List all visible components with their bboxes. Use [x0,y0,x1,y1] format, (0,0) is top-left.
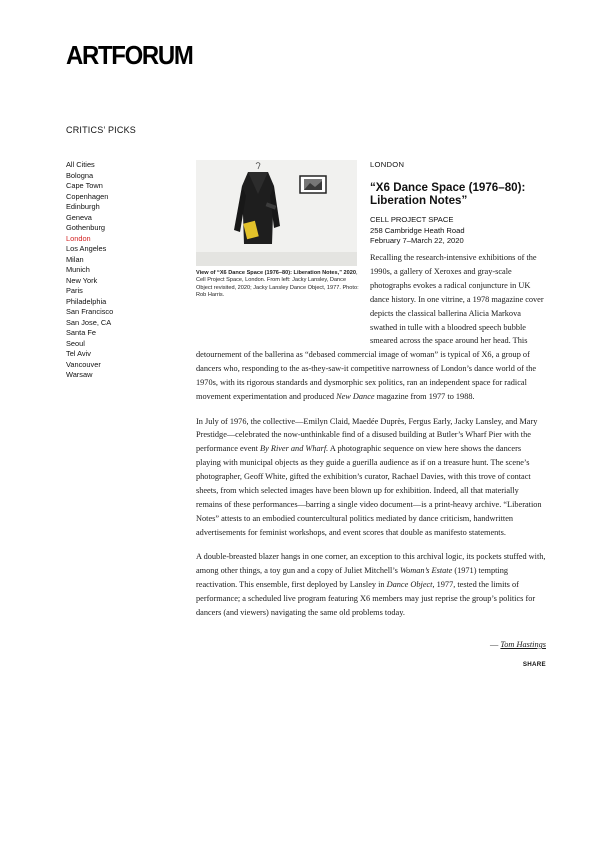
city-link-san-francisco[interactable]: San Francisco [66,307,114,316]
paragraph-3-text: A double-breasted blazer hangs in one corner, an exception to this archival logic, its pockets stuffed with, among other things, a toy gun and a copy of Juliet Mitchell’s [196,552,546,576]
city-link-los-angeles[interactable]: Los Angeles [66,244,107,253]
city-link-bologna[interactable]: Bologna [66,170,94,180]
city-link-cape-town[interactable]: Cape Town [66,181,103,190]
city-link-santa-fe[interactable]: Santa Fe [66,328,96,337]
paragraph-3-text-end: , 1977, tested the limits of performance; a scheduled live program featuring X6 members may just reprise the group’s politics for dancers (and viewers) navigating the same old problems today. [196,580,536,617]
paragraph-2 [196,415,546,540]
city-link-copenhagen[interactable]: Copenhagen [66,191,109,201]
city-kicker[interactable]: LONDON [370,160,405,169]
author-link[interactable]: Tom Hastings [500,640,546,649]
article-body [196,251,546,630]
city-link-san-jose-ca[interactable]: San Jose, CA [66,317,112,327]
venue-name[interactable]: CELL PROJECT SPACE [370,215,454,224]
city-link-gothenburg[interactable]: Gothenburg [66,223,106,232]
city-link-geneva[interactable]: Geneva [66,212,92,222]
book-title: Woman’s Estate [399,566,453,576]
share-button[interactable]: SHARE [522,661,546,668]
magazine-title: New Dance [336,392,375,402]
paragraph-2-text-end: A photographic sequence on view here shows the dancers playing with municipal objects as they guide a guerilla audience as if on a treasure hunt. The scene’s photographer, Geoff White, gifted the exhibition’s curator, Rachael Davies, with this trove of contact sheets, from which selected images have been blown up for exhibition. Indeed, all that materially remains of these performances—barring a single video document—is a print-heavy archive. “Liberation Notes” attests to an embodied countercultural politics mediated by dance criticism, handwritten advertisements for feminist workshops, and event scores that double as manifesto statements. [196,444,542,537]
city-link-edinburgh[interactable]: Edinburgh [66,202,100,211]
city-link-london[interactable]: London [66,233,91,243]
city-link-vancouver[interactable]: Vancouver [66,359,101,369]
caption-title: View of “X6 Dance Space (1976–80): Liberation Notes,” 2020 [196,270,357,276]
paragraph-3 [196,550,546,620]
city-link-seoul[interactable]: Seoul [66,338,85,348]
venue-address: 258 Cambridge Heath Road [370,225,465,235]
caption-credit: , Cell Project Space, London. From left: Jacky Lansley, Dance Object revisited, 2020; Jacky Lansley Dance Object, 1977. Photo: Rob Harris. [196,270,359,299]
article-meta [370,160,550,247]
city-link-philadelphia[interactable]: Philadelphia [66,296,107,306]
city-link-all-cities[interactable]: All Cities [66,160,95,169]
venue-info [370,215,550,247]
byline-dash: — [490,640,501,649]
city-link-munich[interactable]: Munich [66,265,90,274]
city-link-milan[interactable]: Milan [66,254,84,264]
paragraph-1-text-end: magazine from 1977 to 1988. [374,392,475,402]
paragraph-3-text-mid: (1971) tempting reactivation. This ensemble, first deployed by Lansley in [196,566,509,590]
article-title[interactable]: “X6 Dance Space (1976–80): Liberation Notes” [370,181,526,207]
artwork-title: Dance Object [386,580,433,590]
city-link-warsaw[interactable]: Warsaw [66,370,93,379]
city-link-tel-aviv[interactable]: Tel Aviv [66,349,91,358]
exhibition-dates: February 7–March 22, 2020 [370,236,464,245]
city-link-paris[interactable]: Paris [66,286,83,295]
city-nav [66,160,113,381]
byline [196,640,546,649]
paragraph-2-text: In July of 1976, the collective—Emilyn Claid, Maedée Duprès, Fergus Early, Jacky Lansley, and Mary Prestidge—celebrated the now-unthinkable find of a disused building at Butler’s Wharf Pier with the performance event [196,416,538,454]
artforum-logo[interactable]: ARTFORUM [66,40,193,70]
section-title: CRITICS’ PICKS [66,125,136,135]
performance-title: By River and Wharf. [260,444,329,454]
city-link-new-york[interactable]: New York [66,275,98,285]
paragraph-1-text: Recalling the research-intensive exhibitions of the 1990s, a gallery of Xeroxes and gray-scale photographs evokes a radical conjuncture in UK dance history. In one vitrine, a 1978 magazine cover depicts the classical ballerina Alicia Markova swathed in tulle with a bloodred speech bubble smeared across the space around her head. This detournement of the ballerina as “debased commercial image of woman” is typical of X6, a group of dancers who, responding to the as-they-saw-it competitive narrowness of London’s dance world of the 1970s, with its rigorous standards and dysmorphic sex politics, ran an independent space for radical movement experimentation and produced [196,253,544,402]
